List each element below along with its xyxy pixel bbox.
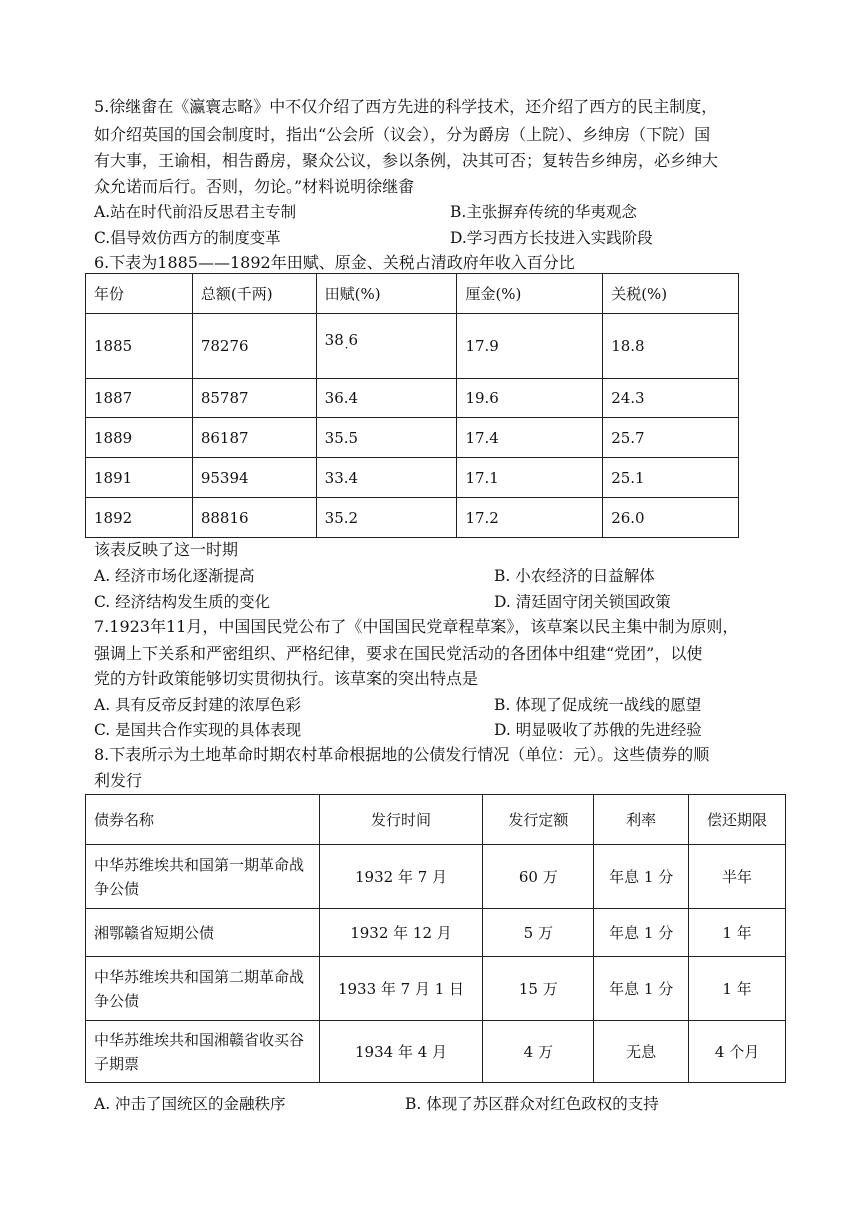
cell-rate: 年息 1 分 bbox=[594, 957, 689, 1021]
cell-land-tax: 35.2 bbox=[316, 498, 457, 538]
q6-header-land-tax: 田赋(%) bbox=[316, 274, 457, 314]
q8-header-rate: 利率 bbox=[594, 795, 689, 845]
cell-total: 86187 bbox=[192, 418, 316, 458]
cell-bond-name: 中华苏维埃共和国湘赣省收买谷子期票 bbox=[86, 1021, 320, 1083]
q8-table-header-row bbox=[86, 795, 786, 845]
cell-lijin: 17.2 bbox=[457, 498, 603, 538]
cell-amount: 15 万 bbox=[483, 957, 594, 1021]
cell-land-tax: 33.4 bbox=[316, 458, 457, 498]
cell-issue-date: 1934 年 4 月 bbox=[319, 1021, 483, 1083]
table-row bbox=[86, 957, 786, 1021]
q5-option-b: B.主张摒弃传统的华夷观念 bbox=[450, 203, 637, 221]
cell-total: 88816 bbox=[192, 498, 316, 538]
cell-total: 95394 bbox=[192, 458, 316, 498]
q8-header-bond-name: 债券名称 bbox=[86, 795, 320, 845]
cell-year: 1889 bbox=[86, 418, 193, 458]
q8-header-amount: 发行定额 bbox=[483, 795, 594, 845]
q6-table-header-row bbox=[86, 274, 739, 314]
cell-customs: 25.1 bbox=[603, 458, 739, 498]
q8-option-a: A. 冲击了国统区的金融秩序 bbox=[94, 1095, 286, 1113]
cell-lijin: 19.6 bbox=[457, 379, 603, 418]
q5-option-c: C.倡导效仿西方的制度变革 bbox=[94, 229, 281, 247]
cell-bond-name: 中华苏维埃共和国第二期革命战争公债 bbox=[86, 957, 320, 1021]
q8-option-b: B. 体现了苏区群众对红色政权的支持 bbox=[405, 1095, 659, 1113]
cell-land-tax: 36.4 bbox=[316, 379, 457, 418]
cell-amount: 4 万 bbox=[483, 1021, 594, 1083]
cell-rate: 无息 bbox=[594, 1021, 689, 1083]
q6-header-lijin: 厘金(%) bbox=[457, 274, 603, 314]
cell-land-tax-value: 38 6 · bbox=[325, 331, 358, 349]
q5-stem-line-2: 如介绍英国的国会制度时，指出“公会所（议会），分为爵房（上院）、乡绅房（下院）国 bbox=[94, 125, 711, 144]
q6-option-a: A. 经济市场化逐渐提高 bbox=[94, 567, 255, 585]
cell-total: 85787 bbox=[192, 379, 316, 418]
cell-lijin: 17.9 bbox=[457, 314, 603, 379]
cell-customs: 25.7 bbox=[603, 418, 739, 458]
q8-stem-line-2: 利发行 bbox=[94, 771, 143, 790]
q7-option-b: B. 体现了促成统一战线的愿望 bbox=[494, 696, 702, 714]
cell-land-tax: 35.5 bbox=[316, 418, 457, 458]
table-row bbox=[86, 418, 739, 458]
table-row bbox=[86, 909, 786, 957]
cell-term: 1 年 bbox=[689, 957, 786, 1021]
table-row bbox=[86, 314, 739, 379]
cell-customs: 26.0 bbox=[603, 498, 739, 538]
cell-lijin: 17.4 bbox=[457, 418, 603, 458]
q8-bond-table bbox=[85, 794, 786, 1083]
cell-amount: 60 万 bbox=[483, 845, 594, 909]
q5-stem-line-3: 有大事，王谕相，相告爵房，聚众公议，参以条例，决其可否；复转告乡绅房，必乡绅大 bbox=[94, 151, 719, 170]
cell-customs: 24.3 bbox=[603, 379, 739, 418]
cell-land-tax bbox=[316, 314, 457, 379]
q7-option-a: A. 具有反帝反封建的浓厚色彩 bbox=[94, 696, 302, 714]
cell-rate: 年息 1 分 bbox=[594, 909, 689, 957]
q6-header-total: 总额(千两) bbox=[192, 274, 316, 314]
table-row bbox=[86, 379, 739, 418]
q8-stem-line-1: 8.下表所示为土地革命时期农村革命根据地的公债发行情况（单位：元）。这些债券的顺 bbox=[94, 745, 710, 764]
table-row bbox=[86, 458, 739, 498]
q8-header-term: 偿还期限 bbox=[689, 795, 786, 845]
cell-total: 78276 bbox=[192, 314, 316, 379]
q7-option-d: D. 明显吸收了苏俄的先进经验 bbox=[494, 721, 702, 739]
cell-amount: 5 万 bbox=[483, 909, 594, 957]
q7-stem-line-1: 7.1923年11月，中国国民党公布了《中国国民党章程草案》，该草案以民主集中制为原则， bbox=[94, 617, 739, 636]
q5-option-d: D.学习西方长技进入实践阶段 bbox=[450, 229, 653, 247]
q6-option-d: D. 清廷固守闭关锁国政策 bbox=[494, 593, 671, 611]
q7-option-c: C. 是国共合作实现的具体表现 bbox=[94, 721, 302, 739]
q6-revenue-table bbox=[85, 273, 739, 538]
q6-stem: 6.下表为1885——1892年田赋、原金、关税占清政府年收入百分比 bbox=[94, 253, 575, 272]
cell-year: 1892 bbox=[86, 498, 193, 538]
cell-bond-name: 湘鄂赣省短期公债 bbox=[86, 909, 320, 957]
table-row bbox=[86, 498, 739, 538]
cell-issue-date: 1933 年 7 月 1 日 bbox=[319, 957, 483, 1021]
cell-issue-date: 1932 年 12 月 bbox=[319, 909, 483, 957]
q5-option-a: A.站在时代前沿反思君主专制 bbox=[94, 203, 297, 221]
cell-year: 1891 bbox=[86, 458, 193, 498]
q5-stem-line-4: 众允诺而后行。否则，勿论。”材料说明徐继畬 bbox=[94, 177, 415, 196]
q8-header-issue-date: 发行时间 bbox=[319, 795, 483, 845]
cell-bond-name: 中华苏维埃共和国第一期革命战争公债 bbox=[86, 845, 320, 909]
cell-year: 1885 bbox=[86, 314, 193, 379]
q6-option-c: C. 经济结构发生质的变化 bbox=[94, 593, 271, 611]
cell-rate: 年息 1 分 bbox=[594, 845, 689, 909]
q6-header-year: 年份 bbox=[86, 274, 193, 314]
cell-issue-date: 1932 年 7 月 bbox=[319, 845, 483, 909]
table-row bbox=[86, 845, 786, 909]
cell-lijin: 17.1 bbox=[457, 458, 603, 498]
q6-option-b: B. 小农经济的日益解体 bbox=[494, 567, 655, 585]
q6-header-customs: 关税(%) bbox=[603, 274, 739, 314]
q5-stem-line-1: 5.徐继畬在《瀛寰志略》中不仅介绍了西方先进的科学技术，还介绍了西方的民主制度， bbox=[94, 97, 718, 116]
cell-term: 半年 bbox=[689, 845, 786, 909]
cell-year: 1887 bbox=[86, 379, 193, 418]
cell-term: 1 年 bbox=[689, 909, 786, 957]
q7-stem-line-2: 强调上下关系和严密组织、严格纪律，要求在国民党活动的各团体中组建“党团”，以使 bbox=[94, 644, 703, 663]
q7-stem-line-3: 党的方针政策能够切实贯彻执行。该草案的突出特点是 bbox=[94, 669, 479, 688]
cell-customs: 18.8 bbox=[603, 314, 739, 379]
q6-after-table-text: 该表反映了这一时期 bbox=[94, 540, 239, 559]
table-row bbox=[86, 1021, 786, 1083]
cell-term: 4 个月 bbox=[689, 1021, 786, 1083]
